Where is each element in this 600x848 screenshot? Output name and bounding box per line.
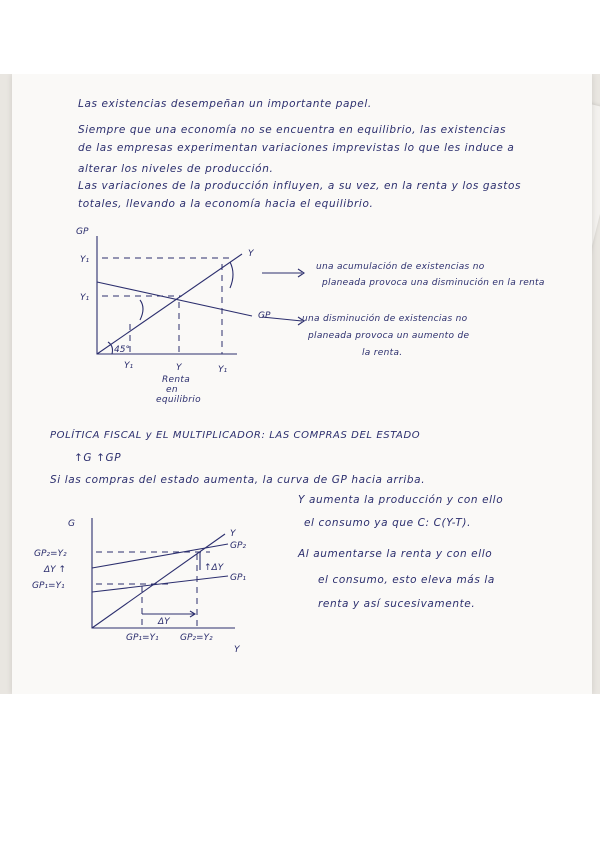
section2-line: Si las compras del estado aumenta, la curva de GP hacia arriba. bbox=[50, 474, 426, 486]
graph1-curve-y-label: Y bbox=[248, 249, 254, 259]
graph-fiscal-multiplier bbox=[30, 506, 270, 656]
graph2-curve-y-label: Y bbox=[230, 529, 236, 539]
graph1-x-tick: Y₁ bbox=[124, 361, 134, 371]
graph1-x-tick: Y₁ bbox=[218, 365, 228, 375]
note-line: alterar los niveles de producción. bbox=[78, 163, 274, 175]
graph1-eq-label: Renta bbox=[162, 375, 191, 385]
section2-line: renta y así sucesivamente. bbox=[318, 598, 476, 610]
section2-line: el consumo, esto eleva más la bbox=[318, 574, 495, 586]
graph1-x-tick: Y bbox=[176, 363, 182, 373]
graph-inventories bbox=[62, 224, 271, 405]
photo-background bbox=[0, 74, 600, 694]
graph1-brace-bottom bbox=[140, 300, 143, 320]
graph2-curve-gp2-label: GP₂ bbox=[230, 541, 247, 551]
graph1-brace-top bbox=[230, 262, 233, 288]
graph2-y-axis-label: G bbox=[68, 519, 75, 529]
section2-title: POLÍTICA FISCAL y EL MULTIPLICADOR: LAS COMPRAS DEL ESTADO bbox=[50, 430, 421, 441]
graph2-y-tick: ΔY ↑ bbox=[44, 565, 67, 575]
graph1-angle-label: 45° bbox=[114, 345, 130, 355]
graph1-eq-label: en bbox=[166, 385, 178, 395]
note-line: de las empresas experimentan variaciones imprevistas lo que les induce a bbox=[78, 142, 515, 154]
graph2-y-tick: GP₂=Y₂ bbox=[34, 549, 67, 559]
section2-formula: ↑G ↑GP bbox=[74, 452, 122, 464]
section2-line: Y aumenta la producción y con ello bbox=[298, 494, 504, 506]
note-line: Las existencias desempeñan un importante papel. bbox=[78, 98, 372, 110]
note-line: totales, llevando a la economía hacia el equilibrio. bbox=[78, 198, 374, 210]
graph1-line-y bbox=[97, 254, 242, 354]
graph1-note-top: planeada provoca una disminución en la renta bbox=[322, 278, 545, 288]
graph1-line-gp bbox=[97, 282, 252, 316]
notebook-page bbox=[12, 74, 592, 694]
graph1-axes bbox=[97, 236, 237, 354]
graph1-note-bottom: planeada provoca un aumento de bbox=[308, 331, 470, 341]
graph1-curve-gp-label: GP bbox=[258, 311, 271, 321]
graph2-y-tick: GP₁=Y₁ bbox=[32, 581, 65, 591]
graph2-delta-x-label: ΔY bbox=[158, 617, 170, 627]
graph2-curve-gp1-label: GP₁ bbox=[230, 573, 247, 583]
graph1-eq-label: equilibrio bbox=[156, 395, 201, 405]
section2-line: Al aumentarse la renta y con ello bbox=[298, 548, 493, 560]
note-line: Siempre que una economía no se encuentra en equilibrio, las existencias bbox=[78, 124, 507, 136]
note-line: Las variaciones de la producción influyen, a su vez, en la renta y los gastos bbox=[78, 180, 522, 192]
graph1-y-tick: Y₁ bbox=[80, 255, 90, 265]
graph1-note-bottom: una disminución de existencias no bbox=[302, 314, 468, 324]
graph1-note-top: una acumulación de existencias no bbox=[316, 262, 485, 272]
graph2-axes bbox=[92, 518, 235, 628]
graph2-delta-up-label: ↑ΔY bbox=[204, 563, 224, 573]
graph1-note-bottom: la renta. bbox=[362, 348, 403, 358]
graph2-x-tick: GP₂=Y₂ bbox=[180, 633, 213, 643]
graph2-x-axis-label: Y bbox=[234, 645, 240, 655]
graph2-x-tick: GP₁=Y₁ bbox=[126, 633, 159, 643]
section2-line: el consumo ya que C: C(Y-T). bbox=[304, 517, 472, 529]
graph1-y-tick: Y₁ bbox=[80, 293, 90, 303]
graph1-y-axis-label: GP bbox=[76, 227, 89, 237]
